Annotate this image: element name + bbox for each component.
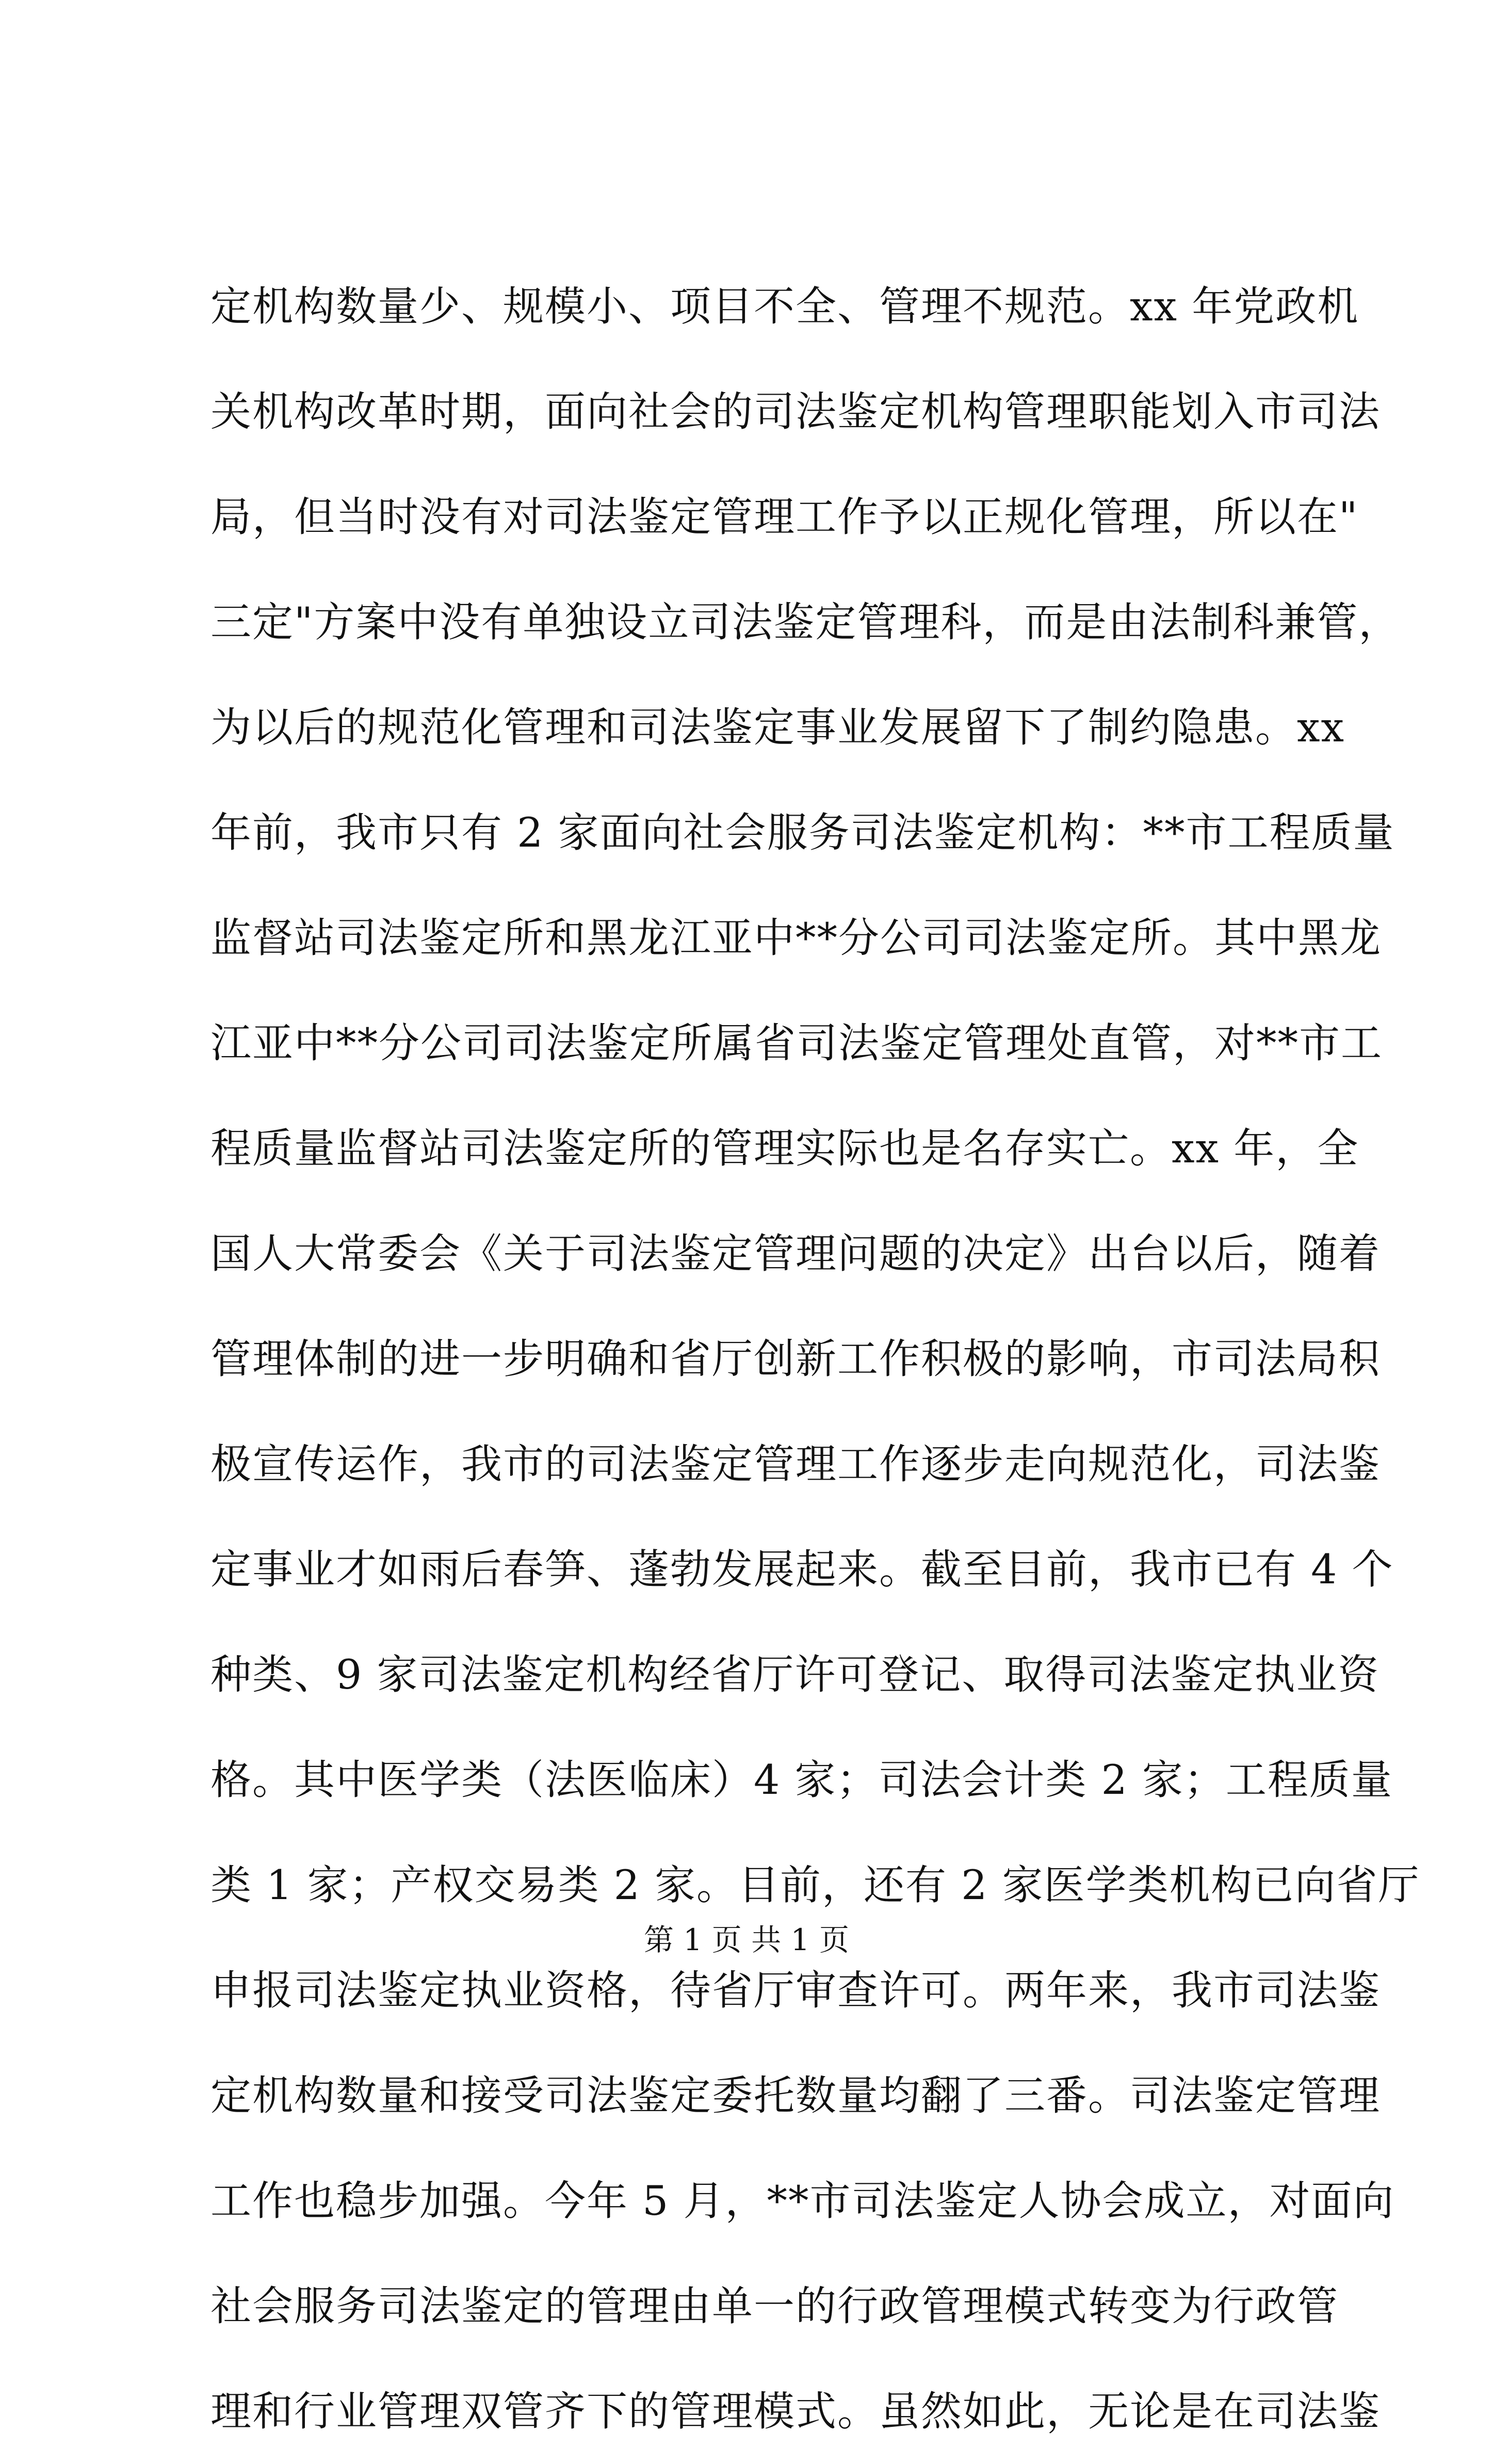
text-line: 定机构数量少、规模小、项目不全、管理不规范。xx 年党政机: [210, 283, 1359, 330]
text-line: 理和行业管理双管齐下的管理模式。虽然如此，无论是在司法鉴: [210, 2388, 1381, 2435]
page-footer: 第 1 页 共 1 页: [644, 1922, 849, 1957]
text-line: 申报司法鉴定执业资格，待省厅审查许可。两年来，我市司法鉴: [210, 1967, 1381, 2014]
text-line: 程质量监督站司法鉴定所的管理实际也是名存实亡。xx 年，全: [210, 1125, 1359, 1172]
text-line: 社会服务司法鉴定的管理由单一的行政管理模式转变为行政管: [210, 2282, 1339, 2330]
text-line: 为以后的规范化管理和司法鉴定事业发展留下了制约隐患。xx: [210, 704, 1345, 751]
text-line: 定机构数量和接受司法鉴定委托数量均翻了三番。司法鉴定管理: [210, 2072, 1381, 2119]
text-line: 年前，我市只有 2 家面向社会服务司法鉴定机构：**市工程质量: [210, 809, 1395, 856]
text-line: 国人大常委会《关于司法鉴定管理问题的决定》出台以后，随着: [210, 1230, 1381, 1277]
text-line: 监督站司法鉴定所和黑龙江亚中**分公司司法鉴定所。其中黑龙: [210, 914, 1382, 962]
text-line: 关机构改革时期，面向社会的司法鉴定机构管理职能划入市司法: [210, 388, 1381, 435]
text-line: 类 1 家；产权交易类 2 家。目前，还有 2 家医学类机构已向省厅: [210, 1861, 1420, 1909]
text-line: 格。其中医学类（法医临床）4 家；司法会计类 2 家；工程质量: [210, 1756, 1393, 1804]
text-line: 定事业才如雨后春笋、蓬勃发展起来。截至目前，我市已有 4 个: [210, 1546, 1394, 1593]
text-line: 江亚中**分公司司法鉴定所属省司法鉴定管理处直管，对**市工: [210, 1019, 1383, 1067]
text-line: 管理体制的进一步明确和省厅创新工作积极的影响，市司法局积: [210, 1335, 1381, 1383]
body-text: [210, 254, 1420, 2464]
text-line: 种类、9 家司法鉴定机构经省厅许可登记、取得司法鉴定执业资: [210, 1651, 1380, 1698]
text-line: 局，但当时没有对司法鉴定管理工作予以正规化管理，所以在": [210, 493, 1359, 541]
text-line: 工作也稳步加强。今年 5 月，**市司法鉴定人协会成立，对面向: [210, 2177, 1395, 2225]
text-line: 极宣传运作，我市的司法鉴定管理工作逐步走向规范化，司法鉴: [210, 1440, 1381, 1488]
text-line: 三定"方案中没有单独设立司法鉴定管理科，而是由法制科兼管，: [210, 598, 1401, 646]
